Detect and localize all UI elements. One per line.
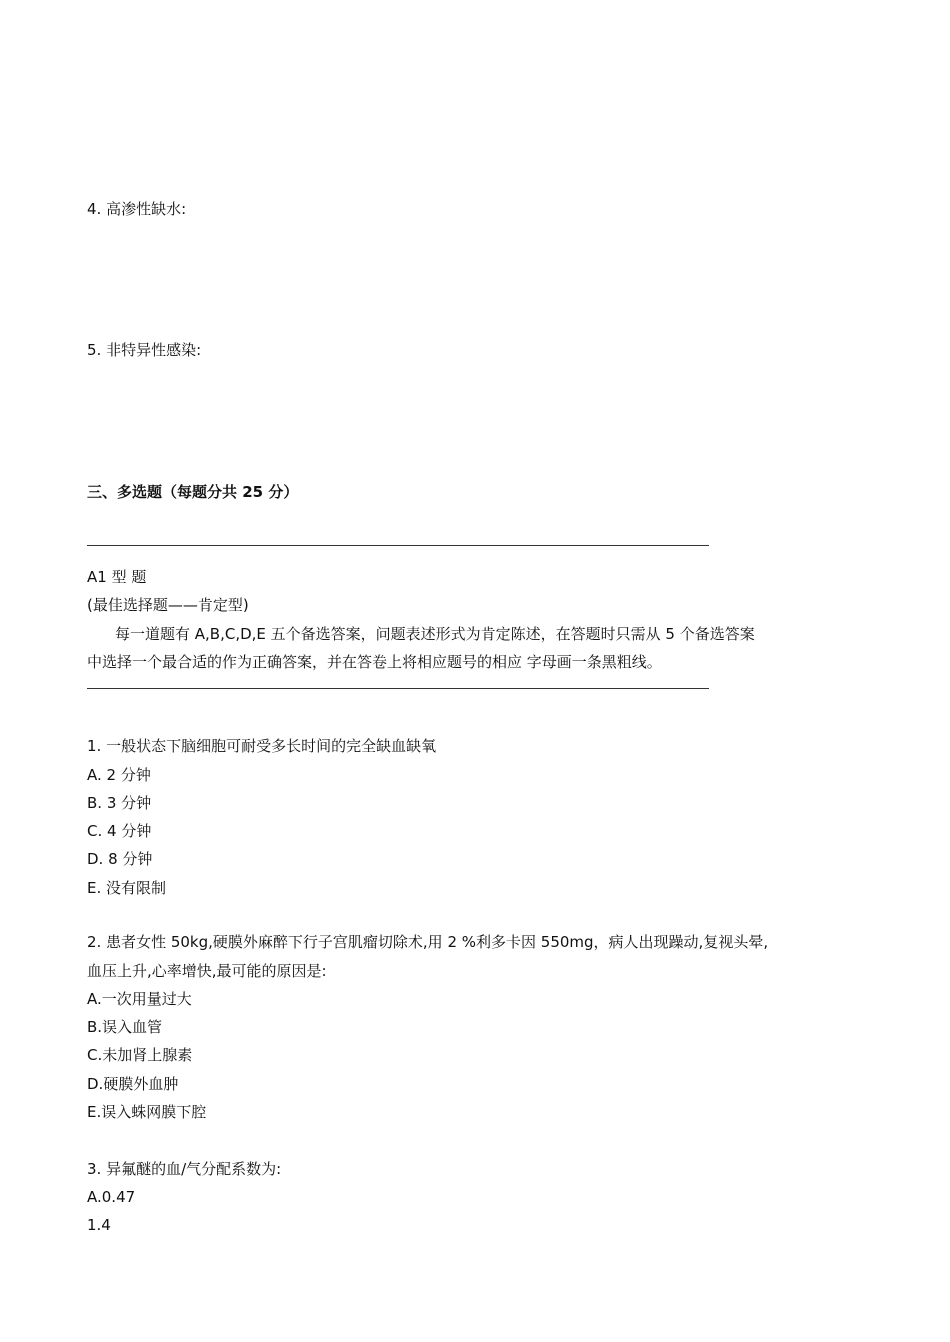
question-1-option-a: A. 2 分钟: [87, 766, 151, 784]
divider-top: [87, 545, 709, 546]
question-2-option-c: C.未加肾上腺素: [87, 1046, 193, 1064]
question-3-stem: 3. 异氟醚的血/气分配系数为:: [87, 1160, 282, 1178]
question-type-subtitle: (最佳选择题——肯定型): [87, 596, 249, 614]
section-title: 三、多选题（每题分共 25 分）: [87, 483, 299, 501]
question-1-option-b: B. 3 分钟: [87, 794, 152, 812]
question-1-option-e: E. 没有限制: [87, 879, 167, 897]
question-type-label: A1 型 题: [87, 568, 147, 586]
question-1-option-d: D. 8 分钟: [87, 850, 153, 868]
question-2-stem-line-1: 2. 患者女性 50kg,硬膜外麻醉下行子宫肌瘤切除术,用 2 %利多卡因 550mg，病人出现躁动,复视头晕,: [87, 933, 769, 951]
question-1-stem: 1. 一般状态下脑细胞可耐受多长时间的完全缺血缺氧: [87, 737, 437, 755]
question-3-option-b: 1.4: [87, 1216, 111, 1234]
question-2-option-b: B.误入血管: [87, 1018, 163, 1036]
divider-bottom: [87, 688, 709, 689]
question-2-option-a: A.一次用量过大: [87, 990, 192, 1008]
question-5: 5. 非特异性感染:: [87, 341, 202, 359]
question-4: 4. 高渗性缺水:: [87, 200, 187, 218]
question-3-option-a: A.0.47: [87, 1188, 136, 1206]
question-2-stem-line-2: 血压上升,心率增快,最可能的原因是:: [87, 962, 327, 980]
instructions-line-2: 中选择一个最合适的作为正确答案，并在答卷上将相应题号的相应 字母画一条黑粗线。: [87, 653, 662, 671]
instructions-line-1: 每一道题有 A,B,C,D,E 五个备选答案，问题表述形式为肯定陈述，在答题时只需从 5 个备选答案: [115, 625, 755, 643]
question-2-option-d: D.硬膜外血肿: [87, 1075, 179, 1093]
question-1-option-c: C. 4 分钟: [87, 822, 152, 840]
question-2-option-e: E.误入蛛网膜下腔: [87, 1103, 207, 1121]
